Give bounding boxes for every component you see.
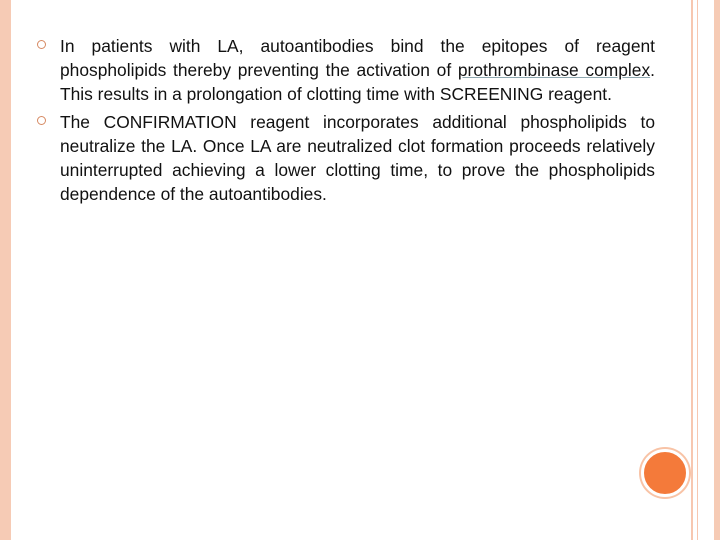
circle-bullet-icon — [37, 116, 46, 125]
highlighted-term: prothrombinase complex — [457, 60, 651, 80]
left-border-band — [0, 0, 11, 540]
right-border-band — [714, 0, 720, 540]
circle-bullet-icon — [37, 40, 46, 49]
bullet-text-part: In patients with LA, autoantibodies bind the epitopes of reagent phospholipids thereby preventing the activation of — [60, 36, 655, 80]
slide-body — [37, 34, 655, 210]
bullet-text — [60, 34, 655, 106]
right-border-line-inner — [697, 0, 698, 540]
bullet-item-2 — [37, 110, 655, 206]
bullet-item-1 — [37, 34, 655, 106]
decorative-circle — [641, 449, 689, 497]
bullet-text-part: The CONFIRMATION reagent incorporates additional phospholipids to neutralize the LA. Once LA are neutralized clot formation proceeds relatively uninterrupted achieving a lower clotting time, to prove the phospholipids dependence of the autoantibodies. — [60, 112, 655, 204]
bullet-text-part: . This results in a prolongation of clotting time with SCREENING reagent. — [60, 60, 655, 104]
bullet-text — [60, 110, 655, 206]
right-border-line — [691, 0, 693, 540]
